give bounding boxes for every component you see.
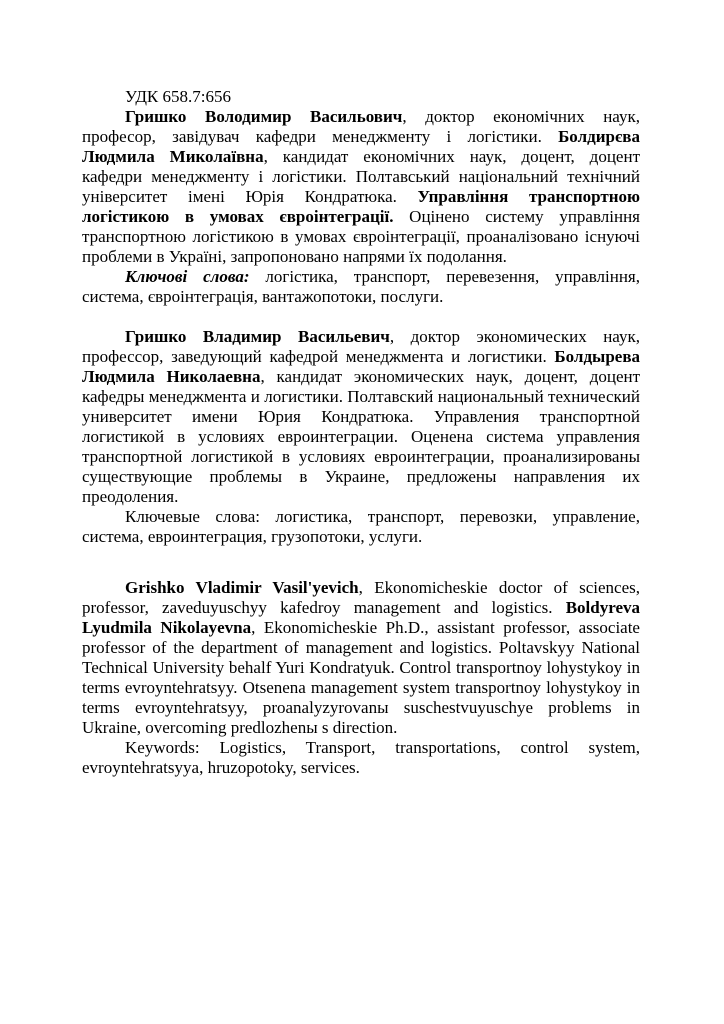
author-name-en-1: Grishko Vladimir Vasil'yevich xyxy=(125,578,359,597)
keywords-text-en: Logistics, Transport, transportations, control system, evroyntehratsyya, hruzopotoky, services. xyxy=(82,738,640,777)
author-desc-ru-1: , доктор экономических наук, профессор, заведующий кафедрой менеджмента и логистики. xyxy=(82,327,640,366)
keywords-text-ru: логистика, транспорт, перевозки, управление, система, евроинтеграция, грузопотоки, услуги. xyxy=(82,507,640,546)
keywords-paragraph-ukrainian xyxy=(82,267,640,307)
keywords-paragraph-english xyxy=(82,738,640,778)
abstract-text-uk: Оцінено систему управління транспортною логістикою в умовах євроінтеграції, проаналізовано існуючі проблеми в Україні, запропоновано напрями їх подолання. xyxy=(82,207,640,266)
author-desc-uk-1: , доктор економічних наук, професор, завідувач кафедри менеджменту і логістики. xyxy=(82,107,640,146)
section-russian xyxy=(82,327,640,547)
article-title-uk: Управління транспортною логістикою в умовах євроінтеграції. xyxy=(82,187,640,226)
keywords-label-uk: Ключові слова: xyxy=(125,267,250,286)
author-name-en-2: Boldyreva Lyudmila Nikolayevna xyxy=(82,598,640,637)
abstract-paragraph-ukrainian xyxy=(82,107,640,267)
author-name-ru-1: Гришко Владимир Васильевич xyxy=(125,327,390,346)
abstract-text-en: , Ekonomicheskie Ph.D., assistant professor, associate professor of the department of management and logistics. Poltavskyy National Technical University behalf Yuri Kondratyuk. Control transportnoy lohystykoy in terms evroyntehratsyy. Otsenena management system transportnoy lohystykoy in terms evroyntehratsyy, proanalyzyrovanы suschestvuyuschye problems in Ukraine, overcoming predlozhenы s direction. xyxy=(82,618,640,737)
keywords-label-en: Keywords: xyxy=(125,738,200,757)
keywords-text-uk: логістика, транспорт, перевезення, управління, система, євроінтеграція, вантажопотоки, послуги. xyxy=(82,267,640,306)
abstract-text-ru: , кандидат экономических наук, доцент, доцент кафедры менеджмента и логистики. Полтавский национальный технический университет имени Юрия Кондратюка. Управления транспортной логистикой в условиях евроинтеграции. Оценена система управления транспортной логистикой в условиях евроинтеграции, проанализированы существующие проблемы в Украине, предложены направления их преодоления. xyxy=(82,367,641,506)
abstract-paragraph-english xyxy=(82,578,640,738)
section-english xyxy=(82,578,640,778)
section-ukrainian xyxy=(82,107,640,307)
author-name-uk-1: Гришко Володимир Васильович xyxy=(125,107,403,126)
author-desc-uk-2: , кандидат економічних наук, доцент, доцент кафедри менеджменту і логістики. Полтавський національний технічний університет імені Юрія Кондратюка. xyxy=(82,147,640,206)
keywords-label-ru: Ключевые слова: xyxy=(125,507,260,526)
udc-number: УДК 658.7:656 xyxy=(125,87,231,106)
keywords-paragraph-russian xyxy=(82,507,640,547)
udc-line xyxy=(82,87,640,107)
document-content xyxy=(82,87,640,778)
author-name-uk-2: Болдирєва Людмила Миколаївна xyxy=(82,127,640,166)
author-name-ru-2: Болдырева Людмила Николаевна xyxy=(82,347,640,386)
author-desc-en-1: , Ekonomicheskie doctor of sciences, professor, zaveduyuschyy kafedroy management and logistics. xyxy=(82,578,640,617)
abstract-paragraph-russian xyxy=(82,327,640,507)
